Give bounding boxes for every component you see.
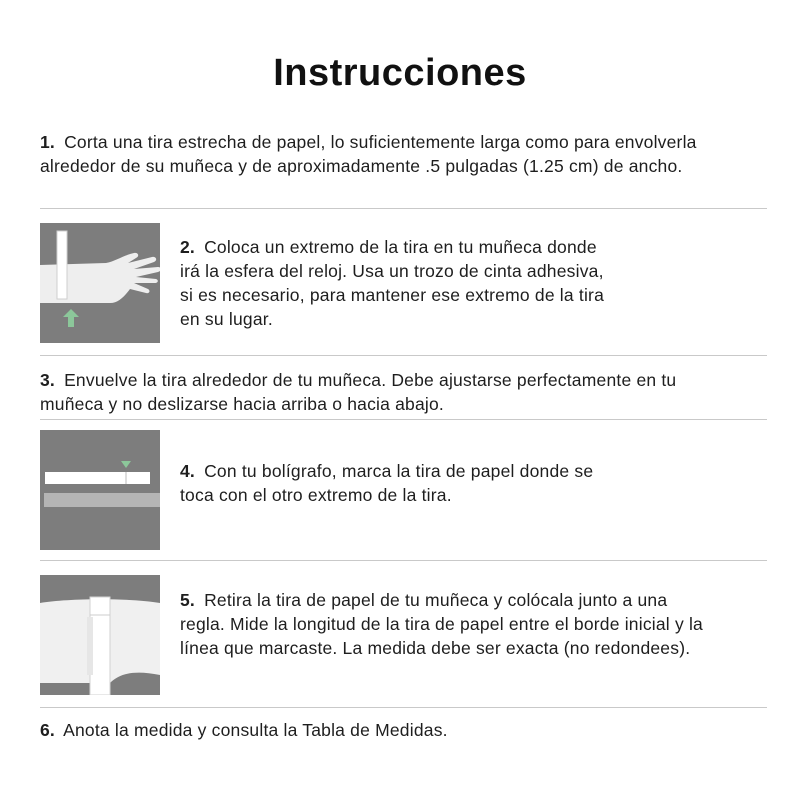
step-5-number: 5.: [180, 590, 195, 610]
step-3-text: Envuelve la tira alrededor de tu muñeca. Debe ajustarse perfectamente en tu muñeca y no deslizarse hacia arriba o hacia abajo.: [40, 370, 677, 414]
step-1-text: Corta una tira estrecha de papel, lo suficientemente larga como para envolverla alrededor de su muñeca y de aproximadamente .5 pulgadas (1.25 cm) de ancho.: [40, 132, 697, 176]
step-2: [180, 235, 620, 331]
marked-paper-strip-icon: [40, 430, 160, 550]
step-5: [180, 588, 710, 660]
step-3: [40, 368, 740, 416]
step-1: [40, 130, 740, 178]
step-4-text: Con tu bolígrafo, marca la tira de papel donde se toca con el otro extremo de la tira.: [180, 461, 594, 505]
step-2-number: 2.: [180, 237, 195, 257]
step-2-text: Coloca un extremo de la tira en tu muñeca donde irá la esfera del reloj. Usa un trozo de cinta adhesiva, si es necesario, para mantener ese extremo de la tira en su lugar.: [180, 237, 605, 329]
divider: [40, 707, 767, 708]
step-1-number: 1.: [40, 132, 55, 152]
step-4-number: 4.: [180, 461, 195, 481]
divider: [40, 560, 767, 561]
step-6: [40, 718, 740, 742]
step-6-number: 6.: [40, 720, 55, 740]
step-6-text: Anota la medida y consulta la Tabla de Medidas.: [63, 720, 448, 740]
divider: [40, 419, 767, 420]
divider: [40, 208, 767, 209]
divider: [40, 355, 767, 356]
hand-with-paper-strip-icon: [40, 223, 160, 343]
step-4: [180, 459, 620, 507]
page-title: Instrucciones: [273, 52, 527, 94]
step-5-text: Retira la tira de papel de tu muñeca y colócala junto a una regla. Mide la longitud de la tira de papel entre el borde inicial y la línea que marcaste. La medida debe ser exacta (no redondees).: [180, 590, 703, 658]
strip-on-ruler-icon: [40, 575, 160, 695]
step-3-number: 3.: [40, 370, 55, 390]
